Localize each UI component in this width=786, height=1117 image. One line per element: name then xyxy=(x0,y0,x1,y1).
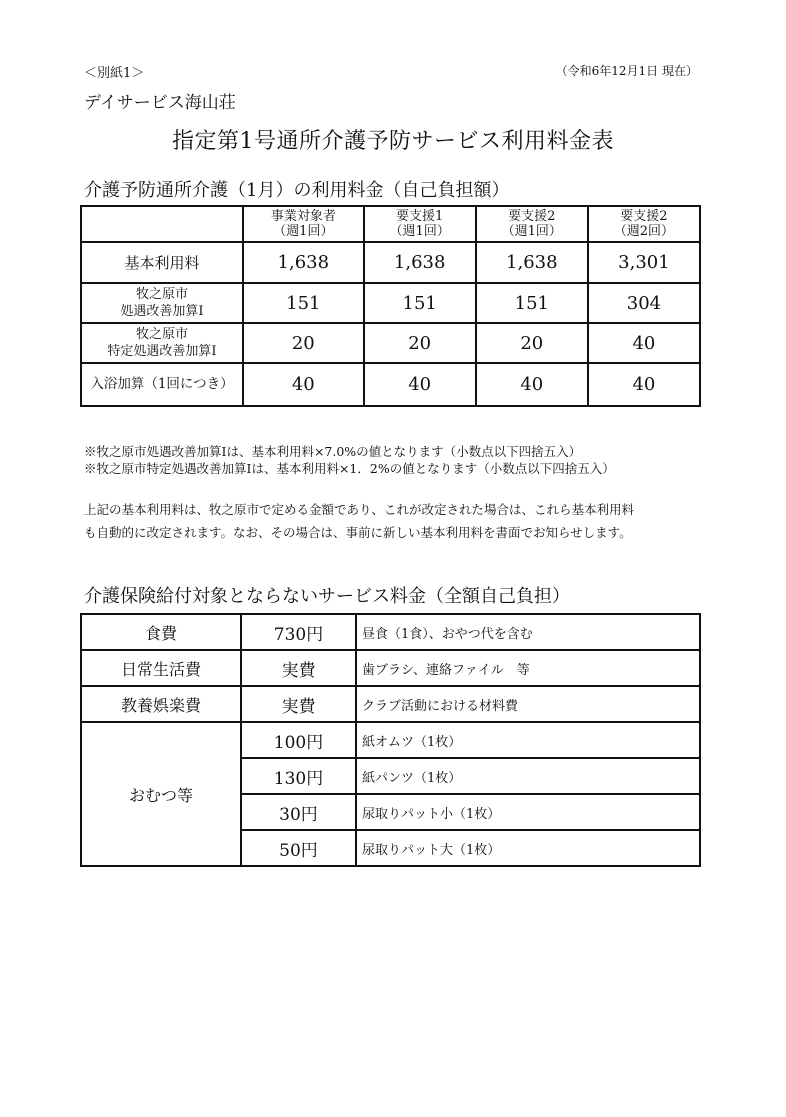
item-description: クラブ活動における材料費 xyxy=(356,686,700,722)
paragraph-text: 上記の基本利用料は、牧之原市で定める金額であり、これが改定された場合は、これら基本利用料 xyxy=(84,502,635,517)
note-text: ※牧之原市特定処遇改善加算Ⅰは、基本利用料×1．2%の値となります（小数点以下四捨五入） xyxy=(84,461,615,476)
attachment-label: ＜別紙1＞ xyxy=(84,66,145,81)
table-row xyxy=(81,283,700,323)
fee-value: 40 xyxy=(476,363,588,406)
header-cell: 要支援2 （週1回） xyxy=(476,206,588,242)
item-price: 130円 xyxy=(241,758,356,794)
fee-value: 40 xyxy=(588,363,700,406)
fee-value: 20 xyxy=(243,323,364,363)
fee-value: 1,638 xyxy=(476,242,588,283)
item-price: 実費 xyxy=(241,650,356,686)
fee-value: 3,301 xyxy=(588,242,700,283)
item-price: 50円 xyxy=(241,830,356,866)
as-of-date: （令和6年12月1日 現在） xyxy=(555,64,698,78)
facility-name: デイサービス海山荘 xyxy=(84,93,236,113)
fee-value: 151 xyxy=(476,283,588,323)
row-label: 基本利用料 xyxy=(81,242,243,283)
document-title: 指定第1号通所介護予防サービス利用料金表 xyxy=(172,129,614,154)
table-row xyxy=(81,722,700,758)
item-price: 実費 xyxy=(241,686,356,722)
item-label: おむつ等 xyxy=(81,722,241,866)
item-description: 紙オムツ（1枚） xyxy=(356,722,700,758)
section1-title: 介護予防通所介護（1月）の利用料金（自己負担額） xyxy=(84,180,510,201)
fee-value: 151 xyxy=(243,283,364,323)
fee-value: 20 xyxy=(476,323,588,363)
fee-value: 1,638 xyxy=(243,242,364,283)
item-label: 教養娯楽費 xyxy=(81,686,241,722)
item-description: 紙パンツ（1枚） xyxy=(356,758,700,794)
table-row xyxy=(81,614,700,650)
fee-value: 151 xyxy=(364,283,476,323)
fee-value: 40 xyxy=(243,363,364,406)
item-price: 730円 xyxy=(241,614,356,650)
header-cell: 要支援1 （週1回） xyxy=(364,206,476,242)
item-description: 昼食（1食）、おやつ代を含む xyxy=(356,614,700,650)
fee-value: 1,638 xyxy=(364,242,476,283)
section2-title: 介護保険給付対象とならないサービス料金（全額自己負担） xyxy=(84,586,570,607)
item-description: 歯ブラシ、連絡ファイル 等 xyxy=(356,650,700,686)
item-price: 30円 xyxy=(241,794,356,830)
paragraph-text: も自動的に改定されます。なお、その場合は、事前に新しい基本利用料を書面でお知らせします。 xyxy=(84,525,632,540)
note-text: ※牧之原市処遇改善加算Ⅰは、基本利用料×7.0%の値となります（小数点以下四捨五入） xyxy=(84,444,582,459)
row-label: 牧之原市 特定処遇改善加算Ⅰ xyxy=(81,323,243,363)
table-row xyxy=(81,323,700,363)
fee-value: 304 xyxy=(588,283,700,323)
item-label: 食費 xyxy=(81,614,241,650)
table-row xyxy=(81,650,700,686)
table-row xyxy=(81,242,700,283)
fee-value: 20 xyxy=(364,323,476,363)
header-empty-cell xyxy=(81,206,243,242)
row-label: 入浴加算（1回につき） xyxy=(81,363,243,406)
fee-table-header-row xyxy=(81,206,700,242)
table-row xyxy=(81,686,700,722)
item-label: 日常生活費 xyxy=(81,650,241,686)
row-label: 牧之原市 処遇改善加算Ⅰ xyxy=(81,283,243,323)
item-description: 尿取りパット大（1枚） xyxy=(356,830,700,866)
fee-value: 40 xyxy=(588,323,700,363)
header-cell: 要支援2 （週2回） xyxy=(588,206,700,242)
item-price: 100円 xyxy=(241,722,356,758)
fee-value: 40 xyxy=(364,363,476,406)
fee-table xyxy=(80,205,701,407)
table-row xyxy=(81,363,700,406)
non-insured-fee-table xyxy=(80,613,701,867)
header-cell: 事業対象者 （週1回） xyxy=(243,206,364,242)
item-description: 尿取りパット小（1枚） xyxy=(356,794,700,830)
